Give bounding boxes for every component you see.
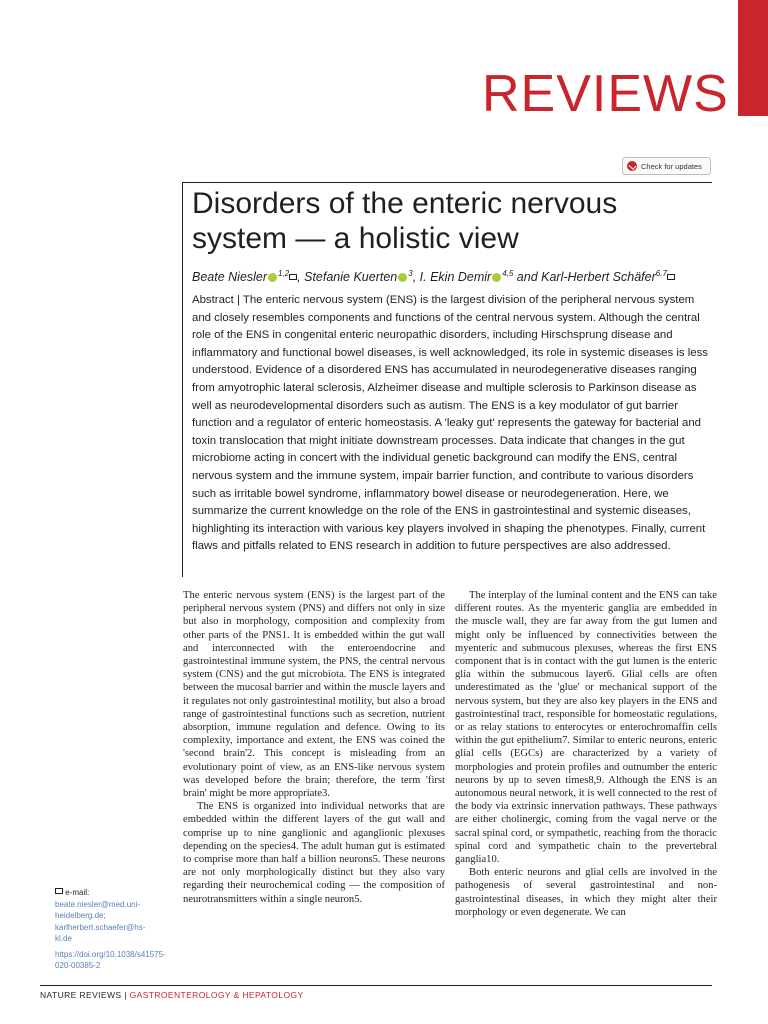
author-list [192,265,732,286]
title-top-rule [182,182,712,183]
correspondence-note [55,887,166,972]
author-name[interactable]: I. Ekin Demir [419,270,492,285]
abstract-label: Abstract | [192,294,243,306]
email-link[interactable]: karlherbert.schaefer@hs-kl.de [55,922,146,943]
check-for-updates-button[interactable] [622,157,711,175]
envelope-icon[interactable] [667,274,675,280]
author-affiliation: 3 [408,269,413,278]
body-column-2 [455,589,717,919]
footer-journal: GASTROENTEROLOGY & HEPATOLOGY [129,990,304,1000]
author-name[interactable]: Beate Niesler [192,270,268,285]
doi-link[interactable]: https://doi.org/10.1038/s41575-020-00385-2 [55,949,166,970]
author-affiliation: 6,7 [655,269,667,278]
check-updates-label: Check for updates [641,161,702,171]
body-paragraph: The ENS is organized into individual networks that are embedded within the different layers of the gut wall and comprise up to nine ganglionic and aganglionic plexuses depending on the species4. The adult human gut is estimated to comprise more than half a billion neurons5. These neurons are not only morphologically distinct but they also vary regarding their neurochemical coding — the composition of neurotransmitters within a single neuron5. [183,801,445,905]
envelope-icon [55,888,63,894]
author-separator: , [412,270,420,285]
title-line-1: Disorders of the enteric nervous [192,187,618,220]
check-updates-icon [627,161,637,171]
body-paragraph: The interplay of the luminal content and the ENS can take different routes. As the myenteric ganglia are embedded in the muscle wall, they are far away from the gut lumen and might only be influenced by connectivities between the myenteric and submucous plexuses, whereas the first ENS component that is in contact with the gut lumen is the enteric glia within the submucous layer6. Glial cells are often underestimated as the 'glue' or mechanical support of the nervous system, but they are also key players in the ENS and gastrointestinal tract, responsible for homeostatic regulations, or as relay stations to enterocytes or enterochromaffin cells within the gut epithelium7. Similar to enteric neurons, enteric glial cells (EGCs) are characterized by a variety of morphologies and protein profiles and outnumber the enteric neurons by up to seven times8,9. Although the ENS is an autonomous neural network, it is well connected to the rest of the body via extrinsic innervation pathways. These pathways are either cholinergic, coming from the vagal nerve or the sacral spinal cord, or sympathetic, reaching from the thoracic spinal cord and sympathetic chain to the prevertebral ganglia10. [455,590,717,866]
orcid-icon[interactable] [492,273,501,282]
corner-accent-bar [738,0,768,116]
email-link[interactable]: beate.niesler@med.uni-heidelberg.de; [55,899,141,920]
article-title [192,186,712,256]
body-paragraph: Both enteric neurons and glial cells are involved in the pathogenesis of several gastrointestinal and non-gastrointestinal diseases, in which they might alter their morphology or even degenerate. We can [455,867,717,918]
orcid-icon[interactable] [398,273,407,282]
abstract-text: The enteric nervous system (ENS) is the largest division of the peripheral nervous system and closely resembles components and functions of the central nervous system. Although the central role of the ENS in congenital enteric neuropathic disorders, including Hirschsprung disease and inflammatory and functional bowel diseases, is well acknowledged, its role in systemic diseases is less understood. Evidence of a disordered ENS has accumulated in neurodegenerative diseases ranging from amyotrophic lateral sclerosis, Alzheimer disease and multiple sclerosis to Parkinson disease as well as neurodevelopmental disorders such as autism. The ENS is a key modulator of gut barrier function and a regulator of enteric homeostasis. A 'leaky gut' represents the gateway for bacterial and toxin translocation that might initiate downstream processes. Data indicate that changes in the gut microbiome acting in concert with the individual genetic background can modify the ENS, central nervous system and the immune system, impair barrier function, and contribute to various disorders such as irritable bowel syndrome, inflammatory bowel disease or neurodegeneration. Here, we summarize the current knowledge on the role of the ENS in gastrointestinal and systemic diseases, highlighting its interaction with various key players involved in shaping the phenotypes. Finally, current flaws and pitfalls related to ENS research in addition to future perspectives are also addressed. [192,294,708,553]
section-label: REVIEWS [482,65,729,123]
footer [40,990,304,1000]
author-separator: and [513,270,542,285]
abstract-side-rule [182,182,183,577]
envelope-icon[interactable] [289,274,297,280]
author-affiliation: 4,5 [502,269,514,278]
author-name[interactable]: Karl-Herbert Schäfer [541,270,656,285]
author-name[interactable]: Stefanie Kuerten [304,270,398,285]
author-separator: , [297,270,305,285]
abstract [192,292,712,556]
body-column-1 [183,589,445,906]
title-line-2: system — a holistic view [192,222,519,255]
author-affiliation: 1,2 [278,269,290,278]
email-label: e-mail: [65,888,90,897]
footer-rule [40,985,712,986]
body-paragraph: The enteric nervous system (ENS) is the largest part of the peripheral nervous system (PNS) and differs not only in size but also in morphology, composition and complexity from other parts of the PNS1. It is embedded within the gut wall and interconnected with the enteroendocrine and gastrointestinal immune system, the PNS, the central nervous system (CNS) and the gut microbiota. The ENS is integrated between the mucosal barrier and within the muscle layers and it regulates not only gastrointestinal motility, but also a broad range of gastrointestinal functions such as secretion, nutrient absorption, immune regulation and defence. Owing to its complexity, importance and extent, the ENS was coined the 'second brain'2. This concept is misleading from an evolutionary point of view, as an ENS-like nervous system was developed before the brain; therefore, the term 'first brain' might be more appropriate3. [183,590,445,800]
footer-publisher: NATURE REVIEWS | [40,990,130,1000]
orcid-icon[interactable] [268,273,277,282]
